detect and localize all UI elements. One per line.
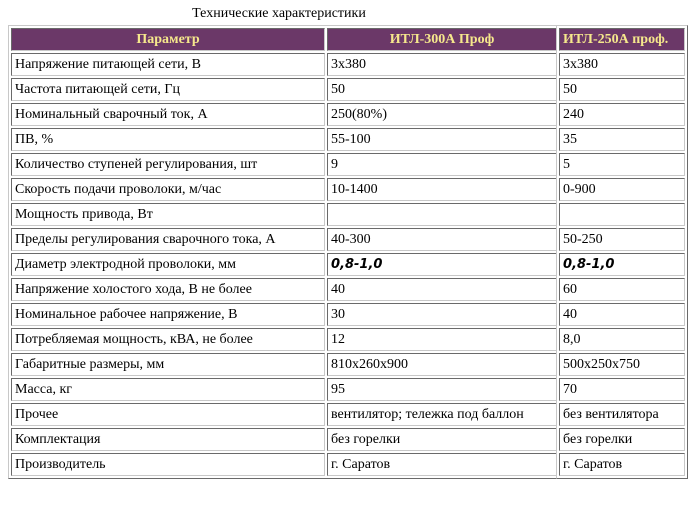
model-1-value-cell: 3х380 <box>327 53 557 76</box>
model-2-value-cell: 0-900 <box>559 178 685 201</box>
table-caption: Технические характеристики <box>192 6 366 21</box>
table-row <box>11 328 557 351</box>
model-2-value-cell: 50 <box>559 78 685 101</box>
model-1-value-cell: 9 <box>327 153 557 176</box>
table-row <box>559 428 685 451</box>
table-row <box>559 328 685 351</box>
model-1-value-cell: без горелки <box>327 428 557 451</box>
table-row <box>559 453 685 476</box>
table-row <box>11 153 557 176</box>
table-row <box>559 353 685 376</box>
model-2-value-cell: 35 <box>559 128 685 151</box>
model-2-value-cell: г. Саратов <box>559 453 685 476</box>
table-row <box>559 303 685 326</box>
param-cell: Скорость подачи проволоки, м/час <box>11 178 325 201</box>
table-row <box>559 53 685 76</box>
param-cell: Габаритные размеры, мм <box>11 353 325 376</box>
model-1-value-cell: 40-300 <box>327 228 557 251</box>
model-1-value-cell: 250(80%) <box>327 103 557 126</box>
param-cell: Частота питающей сети, Гц <box>11 78 325 101</box>
param-cell: Напряжение питающей сети, В <box>11 53 325 76</box>
model-2-value-cell: 60 <box>559 278 685 301</box>
table-row <box>559 78 685 101</box>
table-row <box>11 228 557 251</box>
param-cell: Мощность привода, Вт <box>11 203 325 226</box>
table-row <box>559 103 685 126</box>
model-1-value-cell: 40 <box>327 278 557 301</box>
model-2-value-cell: 40 <box>559 303 685 326</box>
table-row <box>11 278 557 301</box>
param-cell: Потребляемая мощность, кВА, не более <box>11 328 325 351</box>
header-row <box>11 28 557 51</box>
model-1-value-cell: вентилятор; тележка под баллон <box>327 403 557 426</box>
model-1-value-cell <box>327 203 557 226</box>
header-row <box>559 28 685 51</box>
model-2-value-cell: 5 <box>559 153 685 176</box>
table-row <box>11 403 557 426</box>
header-param: Параметр <box>11 28 325 51</box>
model-2-value-cell: 3х380 <box>559 53 685 76</box>
table-row <box>559 128 685 151</box>
model-1-value-cell: 10-1400 <box>327 178 557 201</box>
param-cell: Напряжение холостого хода, В не более <box>11 278 325 301</box>
table-row <box>559 153 685 176</box>
param-cell: Номинальный сварочный ток, А <box>11 103 325 126</box>
model-2-value-cell <box>559 203 685 226</box>
table-row <box>11 103 557 126</box>
table-row <box>11 253 557 276</box>
table-row <box>559 403 685 426</box>
table-row <box>559 178 685 201</box>
model-2-value-cell: 0,8-1,0 <box>559 253 685 276</box>
model-1-value-cell: 55-100 <box>327 128 557 151</box>
specs-table-model-2 <box>556 25 688 479</box>
param-cell: Прочее <box>11 403 325 426</box>
param-cell: Комплектация <box>11 428 325 451</box>
model-2-value-cell: без вентилятора <box>559 403 685 426</box>
param-cell: Количество ступеней регулирования, шт <box>11 153 325 176</box>
table-row <box>559 228 685 251</box>
param-cell: ПВ, % <box>11 128 325 151</box>
model-1-value-cell: г. Саратов <box>327 453 557 476</box>
model-2-value-cell: без горелки <box>559 428 685 451</box>
param-cell: Номинальное рабочее напряжение, В <box>11 303 325 326</box>
table-row <box>559 203 685 226</box>
table-row <box>11 428 557 451</box>
model-1-value-cell: 810х260х900 <box>327 353 557 376</box>
model-1-value-cell: 95 <box>327 378 557 401</box>
table-row <box>11 353 557 376</box>
table-row <box>11 78 557 101</box>
param-cell: Пределы регулирования сварочного тока, А <box>11 228 325 251</box>
model-2-value-cell: 240 <box>559 103 685 126</box>
specs-table <box>8 25 560 479</box>
model-1-value-cell: 30 <box>327 303 557 326</box>
model-2-value-cell: 500х250х750 <box>559 353 685 376</box>
table-row <box>559 253 685 276</box>
model-1-value-cell: 50 <box>327 78 557 101</box>
model-1-value-cell: 0,8-1,0 <box>327 253 557 276</box>
table-row <box>11 303 557 326</box>
model-2-value-cell: 70 <box>559 378 685 401</box>
model-2-value-cell: 8,0 <box>559 328 685 351</box>
table-row <box>11 453 557 476</box>
param-cell: Масса, кг <box>11 378 325 401</box>
table-row <box>11 203 557 226</box>
table-row <box>11 178 557 201</box>
model-1-value-cell: 12 <box>327 328 557 351</box>
param-cell: Производитель <box>11 453 325 476</box>
table-row <box>559 378 685 401</box>
table-row <box>559 278 685 301</box>
header-model-2: ИТЛ-250А проф. <box>559 28 685 51</box>
param-cell: Диаметр электродной проволоки, мм <box>11 253 325 276</box>
table-row <box>11 53 557 76</box>
table-row <box>11 128 557 151</box>
model-2-value-cell: 50-250 <box>559 228 685 251</box>
table-row <box>11 378 557 401</box>
header-model-1: ИТЛ-300А Проф <box>327 28 557 51</box>
